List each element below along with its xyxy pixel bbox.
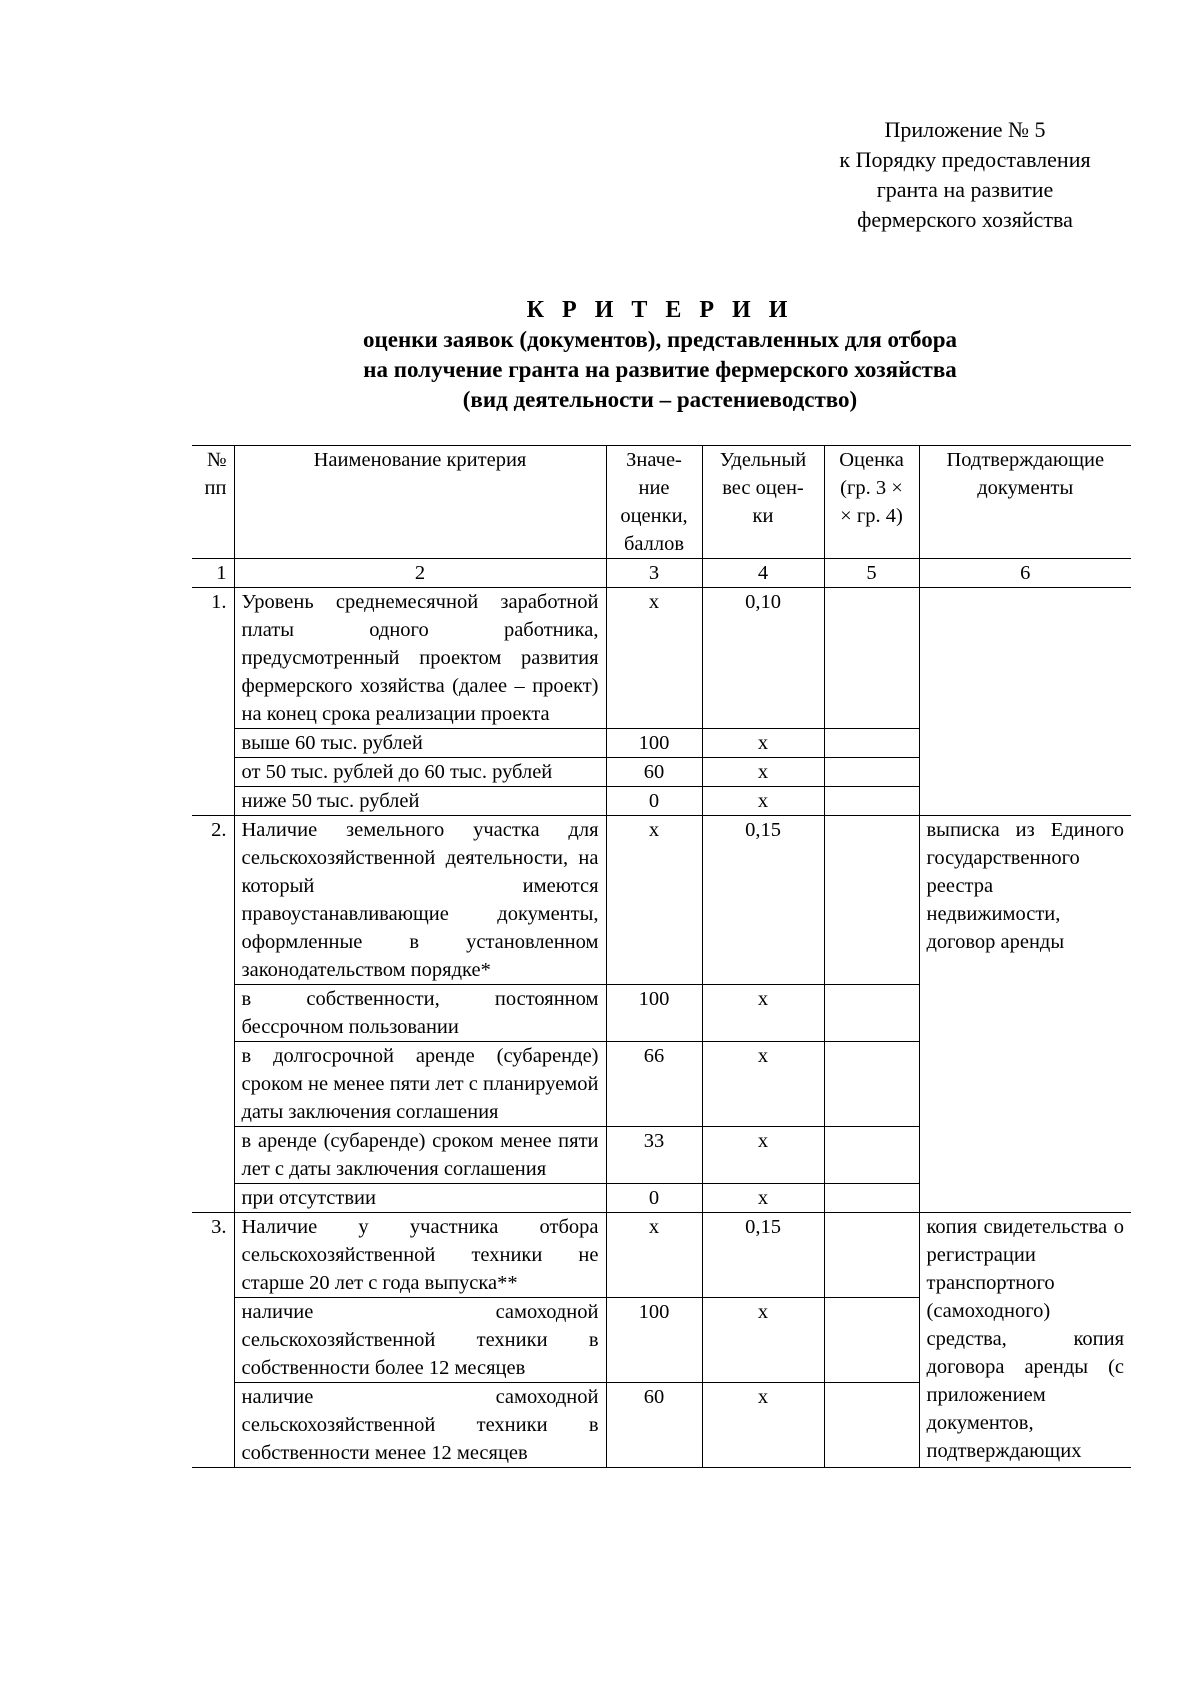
header-text: вес оцен- (722, 477, 804, 499)
header-text: × гр. 4) (840, 505, 903, 527)
option-score (824, 1184, 919, 1213)
header-text: документы (977, 477, 1074, 499)
option-value: 60 (606, 758, 702, 787)
header-number (192, 446, 234, 559)
criterion-name: Уровень среднемесячной заработной платы одного работника, предусмотренный проектом развития фермерского хозяйства (далее – проект) на конец срока реализации проекта (234, 588, 606, 729)
header-text: ки (752, 505, 774, 527)
column-number-row (192, 559, 1131, 588)
criterion-value: х (606, 816, 702, 985)
appendix-line: гранта на развитие (876, 177, 1054, 202)
title-line: оценки заявок (документов), представленных для отбора (363, 327, 957, 352)
column-number: 1 (192, 559, 234, 588)
option-weight: х (702, 1184, 824, 1213)
appendix-line: к Порядку предоставления (839, 147, 1091, 172)
header-text: (гр. 3 × (840, 477, 903, 499)
option-value: 100 (606, 1298, 702, 1383)
header-text: пп (204, 477, 227, 499)
header-text: Оценка (839, 449, 904, 471)
criterion-row (192, 588, 1131, 729)
header-score (824, 446, 919, 559)
option-score (824, 1127, 919, 1184)
option-text: при отсутствии (234, 1184, 606, 1213)
option-text: наличие самоходной сельскохозяйственной техники в собственности более 12 месяцев (234, 1298, 606, 1383)
option-weight: х (702, 787, 824, 816)
option-value: 0 (606, 1184, 702, 1213)
criterion-value: х (606, 588, 702, 729)
column-number: 3 (606, 559, 702, 588)
option-score (824, 985, 919, 1042)
appendix-line: Приложение № 5 (884, 117, 1046, 142)
criterion-number: 1. (192, 588, 234, 816)
criterion-documents: копия свидетельства о регистрации транспортного (самоходного) средства, копия договора аренды (с приложением документов, подтверждающих (919, 1213, 1131, 1468)
option-weight: х (702, 1042, 824, 1127)
header-text: Наименование критерия (313, 449, 527, 471)
criterion-value: х (606, 1213, 702, 1298)
criterion-name: Наличие у участника отбора сельскохозяйственной техники не старше 20 лет с года выпуска** (234, 1213, 606, 1298)
header-documents (919, 446, 1131, 559)
option-value: 66 (606, 1042, 702, 1127)
appendix-line: фермерского хозяйства (857, 207, 1073, 232)
document-title (190, 295, 1130, 415)
option-text: наличие самоходной сельскохозяйственной техники в собственности менее 12 месяцев (234, 1383, 606, 1468)
header-text: ние (638, 477, 670, 499)
criterion-documents: выписка из Единого государственного реестра недвижимости, договор аренды (919, 816, 1131, 1213)
option-value: 60 (606, 1383, 702, 1468)
option-text: в собственности, постоянном бессрочном пользовании (234, 985, 606, 1042)
criterion-score (824, 588, 919, 729)
option-text: в аренде (субаренде) сроком менее пяти лет с даты заключения соглашения (234, 1127, 606, 1184)
option-weight: х (702, 1298, 824, 1383)
header-criterion-name (234, 446, 606, 559)
option-score (824, 758, 919, 787)
criterion-weight: 0,15 (702, 816, 824, 985)
option-value: 33 (606, 1127, 702, 1184)
header-text: № (206, 449, 227, 471)
criterion-number: 2. (192, 816, 234, 1213)
criterion-row (192, 1213, 1131, 1298)
header-text: баллов (623, 533, 685, 555)
option-weight: х (702, 729, 824, 758)
option-text: выше 60 тыс. рублей (234, 729, 606, 758)
header-value (606, 446, 702, 559)
option-weight: х (702, 985, 824, 1042)
criterion-number: 3. (192, 1213, 234, 1468)
criterion-score (824, 816, 919, 985)
header-text: Удельный (719, 449, 807, 471)
option-weight: х (702, 1383, 824, 1468)
criterion-name: Наличие земельного участка для сельскохозяйственной деятельности, на который имеются правоустанавливающие документы, оформленные в установленном законодательством порядке* (234, 816, 606, 985)
title-main: К Р И Т Е Р И И (526, 297, 794, 323)
criterion-score (824, 1213, 919, 1298)
column-number: 6 (919, 559, 1131, 588)
option-score (824, 1042, 919, 1127)
criterion-row (192, 816, 1131, 985)
column-number: 5 (824, 559, 919, 588)
option-value: 0 (606, 787, 702, 816)
criterion-weight: 0,10 (702, 588, 824, 729)
criterion-documents (919, 588, 1131, 816)
option-score (824, 787, 919, 816)
option-score (824, 1383, 919, 1468)
header-weight (702, 446, 824, 559)
title-line: на получение гранта на развитие фермерского хозяйства (363, 357, 957, 382)
option-weight: х (702, 758, 824, 787)
title-line: (вид деятельности – растениеводство) (462, 387, 858, 412)
option-value: 100 (606, 729, 702, 758)
option-text: в долгосрочной аренде (субаренде) сроком не менее пяти лет с планируемой даты заключения соглашения (234, 1042, 606, 1127)
option-value: 100 (606, 985, 702, 1042)
column-number: 4 (702, 559, 824, 588)
column-number: 2 (234, 559, 606, 588)
table-header-row (192, 446, 1131, 559)
criteria-table (192, 445, 1131, 1468)
header-text: Подтверждающие (946, 449, 1105, 471)
criterion-weight: 0,15 (702, 1213, 824, 1298)
header-text: оценки, (620, 505, 688, 527)
option-text: от 50 тыс. рублей до 60 тыс. рублей (234, 758, 606, 787)
option-score (824, 729, 919, 758)
appendix-reference (780, 115, 1150, 235)
option-weight: х (702, 1127, 824, 1184)
option-score (824, 1298, 919, 1383)
header-text: Значе- (626, 449, 682, 471)
option-text: ниже 50 тыс. рублей (234, 787, 606, 816)
